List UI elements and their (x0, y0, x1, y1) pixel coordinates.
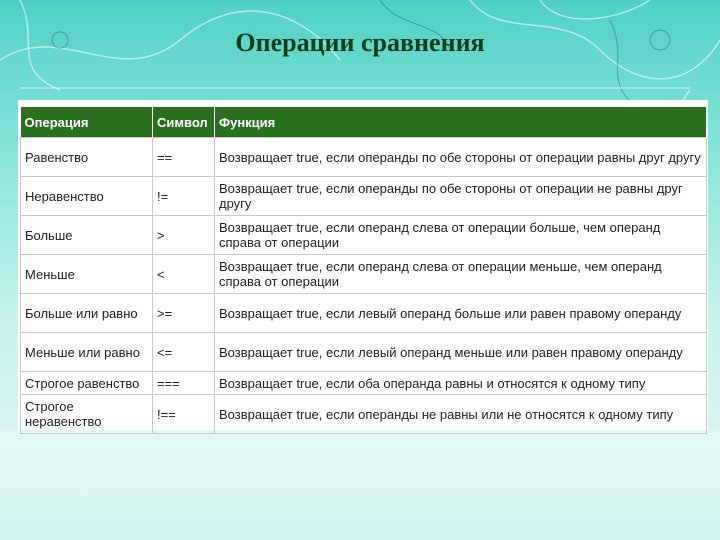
table-row (21, 216, 707, 255)
header-operation: Операция (21, 107, 153, 138)
table-header-row (21, 107, 707, 138)
table-row (21, 177, 707, 216)
slide-title: Операции сравнения (235, 28, 485, 57)
cell-function: Возвращает true, если левый операнд больше или равен правому операнду (215, 294, 707, 333)
cell-symbol: < (153, 255, 215, 294)
cell-operation: Строгое равенство (21, 372, 153, 395)
cell-function: Возвращает true, если операнды по обе стороны от операции равны друг другу (215, 138, 707, 177)
cell-symbol: <= (153, 333, 215, 372)
cell-function: Возвращает true, если оба операнда равны и относятся к одному типу (215, 372, 707, 395)
header-symbol: Символ (153, 107, 215, 138)
comparison-operators-table (20, 107, 707, 434)
table-row (21, 395, 707, 434)
table-row (21, 255, 707, 294)
cell-operation: Меньше (21, 255, 153, 294)
table-row (21, 138, 707, 177)
cell-function: Возвращает true, если левый операнд меньше или равен правому операнду (215, 333, 707, 372)
bottom-fade (0, 430, 720, 540)
cell-function: Возвращает true, если операнд слева от операции больше, чем операнд справа от операции (215, 216, 707, 255)
cell-symbol: != (153, 177, 215, 216)
cell-operation: Больше (21, 216, 153, 255)
table-row (21, 333, 707, 372)
cell-symbol: !== (153, 395, 215, 434)
cell-operation: Меньше или равно (21, 333, 153, 372)
cell-symbol: > (153, 216, 215, 255)
cell-symbol: == (153, 138, 215, 177)
cell-function: Возвращает true, если операнды по обе стороны от операции не равны друг другу (215, 177, 707, 216)
cell-function: Возвращает true, если операнды не равны или не относятся к одному типу (215, 395, 707, 434)
cell-operation: Больше или равно (21, 294, 153, 333)
cell-function: Возвращает true, если операнд слева от операции меньше, чем операнд справа от операции (215, 255, 707, 294)
cell-symbol: === (153, 372, 215, 395)
table-row (21, 294, 707, 333)
header-function: Функция (215, 107, 707, 138)
cell-operation: Равенство (21, 138, 153, 177)
table-row (21, 372, 707, 395)
cell-symbol: >= (153, 294, 215, 333)
cell-operation: Строгое неравенство (21, 395, 153, 434)
cell-operation: Неравенство (21, 177, 153, 216)
